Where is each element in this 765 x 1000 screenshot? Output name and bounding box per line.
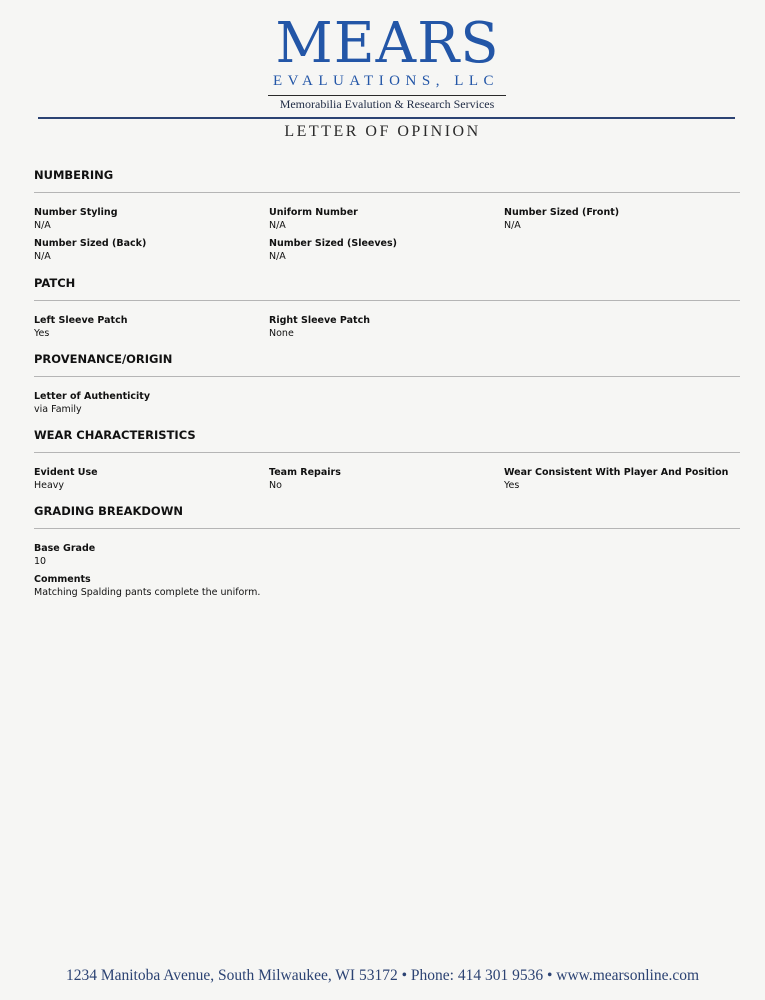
field-evident-use [34,466,264,493]
field-value: N/A [34,251,51,262]
field-label: Comments [34,574,91,585]
section-wear-characteristics [34,428,740,491]
logo-subtitle: EVALUATIONS, LLC [272,73,500,89]
field-team-repairs [269,466,499,493]
field-value: N/A [504,220,521,231]
section-title: PATCH [34,276,76,290]
section-patch [34,276,740,339]
section-grading-breakdown [34,504,740,598]
field-label: Wear Consistent With Player And Position [504,467,729,478]
footer-address: 1234 Manitoba Avenue, South Milwaukee, WI 53172 • Phone: 414 301 9536 • www.mearsonline.com [65,967,700,984]
section-divider [34,452,740,453]
header-divider [38,117,735,119]
field-label: Base Grade [34,543,96,554]
field-value: Heavy [34,480,65,491]
section-title: WEAR CHARACTERISTICS [34,428,196,442]
field-number-styling [34,206,264,233]
field-label: Left Sleeve Patch [34,315,128,326]
section-title: GRADING BREAKDOWN [34,504,184,518]
field-label: Number Sized (Back) [34,238,147,249]
field-uniform-number [269,206,499,233]
field-base-grade [34,542,264,569]
document-title: LETTER OF OPINION [284,123,481,140]
field-label: Letter of Authenticity [34,391,151,402]
field-comments [34,573,434,600]
logo-divider [268,95,506,96]
field-number-sized-back [34,237,264,264]
section-title: NUMBERING [34,168,114,182]
field-value: N/A [34,220,51,231]
letterhead [0,0,765,150]
logo-tagline: Memorabilia Evalution & Research Services [279,97,495,111]
field-value: 10 [34,556,47,567]
field-value: None [269,328,294,339]
field-label: Uniform Number [269,207,358,218]
field-label: Team Repairs [269,467,341,478]
field-value: No [269,480,282,491]
field-letter-of-authenticity [34,390,264,417]
field-value: Yes [504,480,520,491]
field-left-sleeve-patch [34,314,264,341]
field-value: N/A [269,220,286,231]
field-label: Right Sleeve Patch [269,315,370,326]
field-number-sized-front [504,206,734,233]
section-divider [34,192,740,193]
field-wear-consistent [504,466,734,493]
section-divider [34,376,740,377]
field-number-sized-sleeves [269,237,499,264]
field-label: Number Styling [34,207,118,218]
field-label: Evident Use [34,467,98,478]
field-label: Number Sized (Front) [504,207,620,218]
section-numbering [34,168,740,262]
section-title: PROVENANCE/ORIGIN [34,352,173,366]
field-value: via Family [34,404,82,415]
field-value: N/A [269,251,286,262]
field-label: Number Sized (Sleeves) [269,238,397,249]
field-right-sleeve-patch [269,314,499,341]
section-divider [34,300,740,301]
section-provenance [34,352,740,415]
section-divider [34,528,740,529]
field-value: Yes [34,328,50,339]
field-value: Matching Spalding pants complete the uniform. [34,587,261,598]
logo-wordmark: MEARS [275,11,500,76]
